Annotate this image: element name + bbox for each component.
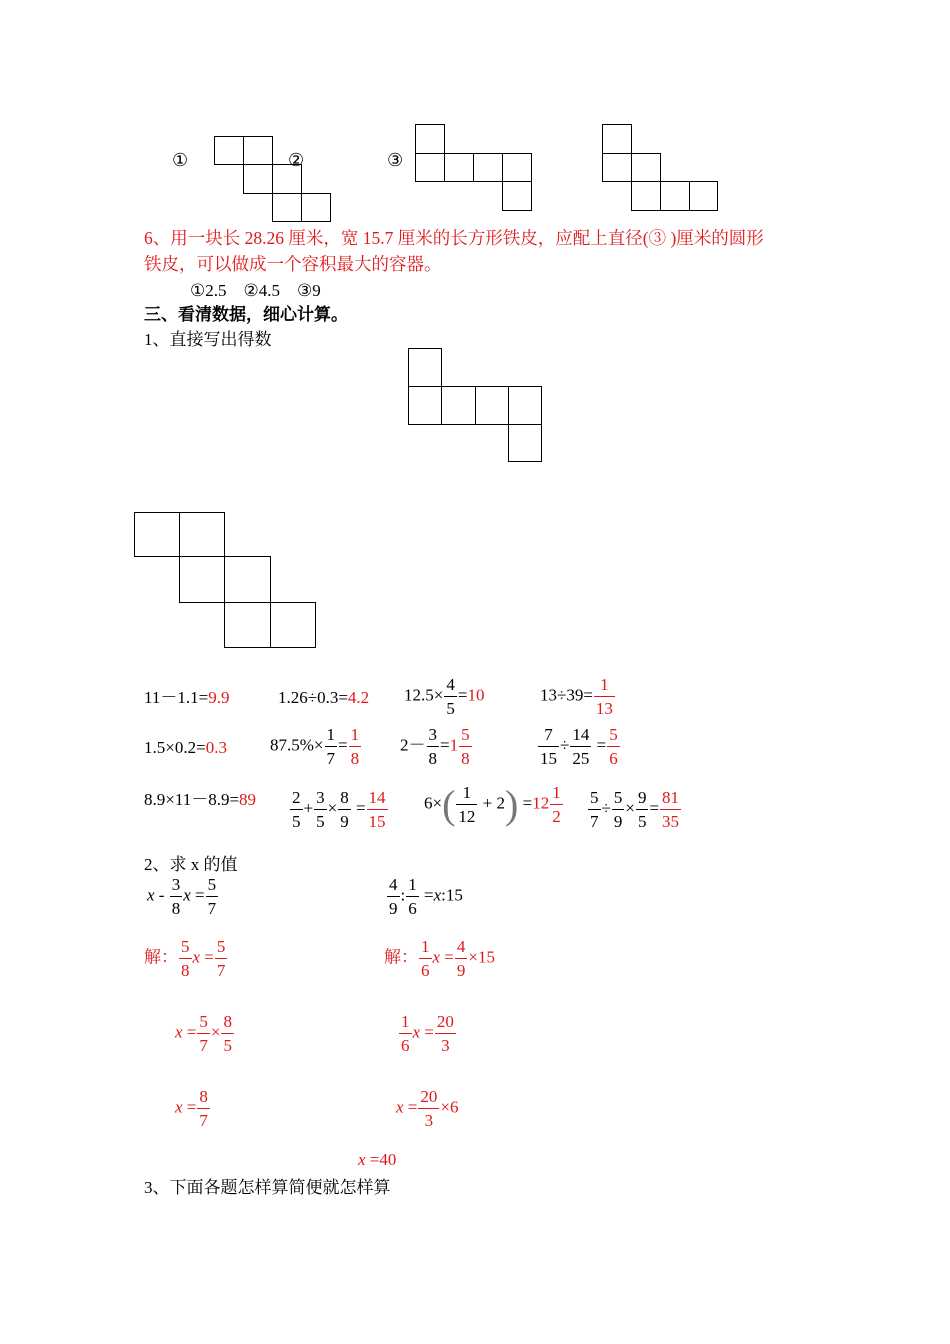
calc-r2-1: 1.5×0.2=0.3 xyxy=(144,738,227,757)
q6-line2: 铁皮，可以做成一个容积最大的容器。 xyxy=(144,254,442,274)
net-label-3: ③ xyxy=(387,150,404,170)
calc-r1-1: 11－1.1=9.9 xyxy=(144,688,230,707)
net-label-1: ① xyxy=(172,150,189,170)
section3-sub1: 1、直接写出得数 xyxy=(144,330,272,349)
calc-r1-4: 13÷39= $\frac{1}{13}$ xyxy=(540,675,613,718)
solve-left-step2: x = $\frac{5}{7}$ × $\frac{8}{5}$ xyxy=(175,1012,232,1055)
solve-left-problem: x - $\frac{3}{8}$ x = $\frac{5}{7}$ xyxy=(147,875,217,918)
section3-sub3: 3、下面各题怎样算简便就怎样算 xyxy=(144,1178,391,1197)
solve-right-step1: 解： $\frac{1}{6}$ x = $\frac{4}{9}$ ×15 xyxy=(384,937,495,980)
calc-r3-4: $\frac{5}{7}$ ÷ $\frac{5}{9}$ × $\frac{9}{5}$ = $\frac{81}{35}$ xyxy=(590,788,680,831)
solve-left-step1: 解： $\frac{5}{8}$ x = $\frac{5}{7}$ xyxy=(144,937,226,980)
net-label-2: ② xyxy=(288,150,305,170)
calc-r3-2: $\frac{2}{5}$ + $\frac{3}{5}$ × $\frac{8}{9}$ = $\frac{14}{15}$ xyxy=(292,788,386,831)
calc-r3-1: 8.9×11－8.9=89 xyxy=(144,790,257,809)
calc-r2-3: 2－ $\frac{3}{8}$ =1 $\frac{5}{8}$ xyxy=(400,725,470,768)
solve-right-problem: $\frac{4}{9}$ : $\frac{1}{6}$ =x:15 xyxy=(389,875,463,918)
calc-r1-2: 1.26÷0.3=4.2 xyxy=(278,688,370,707)
solve-right-step3: x = $\frac{20}{3}$ ×6 xyxy=(396,1087,459,1130)
calc-r2-4: $\frac{7}{15}$ ÷ $\frac{14}{25}$ = $\frac{5}{6}$ xyxy=(540,725,618,768)
calc-r2-2: 87.5%× $\frac{1}{7}$ = $\frac{1}{8}$ xyxy=(270,725,360,768)
solve-right-step4: x =40 xyxy=(358,1150,397,1169)
solve-right-step2: $\frac{1}{6}$ x = $\frac{20}{3}$ xyxy=(401,1012,454,1055)
calc-r1-3: 12.5× $\frac{4}{5}$ =10 xyxy=(404,675,485,718)
q6-options: ①2.5 ②4.5 ③9 xyxy=(190,281,321,300)
solve-left-step3: x = $\frac{8}{7}$ xyxy=(175,1087,208,1130)
section3-title: 三、看清数据，细心计算。 xyxy=(144,305,348,324)
calc-r3-3: 6×( $\frac{1}{12}$ + 2) =12 $\frac{1}{2}$ xyxy=(424,781,561,827)
q6-line1: 6、用一块长 28.26 厘米，宽 15.7 厘米的长方形铁皮，应配上直径(③ )厘米的圆形 xyxy=(144,228,764,248)
section3-sub2: 2、求 x 的值 xyxy=(144,855,238,874)
